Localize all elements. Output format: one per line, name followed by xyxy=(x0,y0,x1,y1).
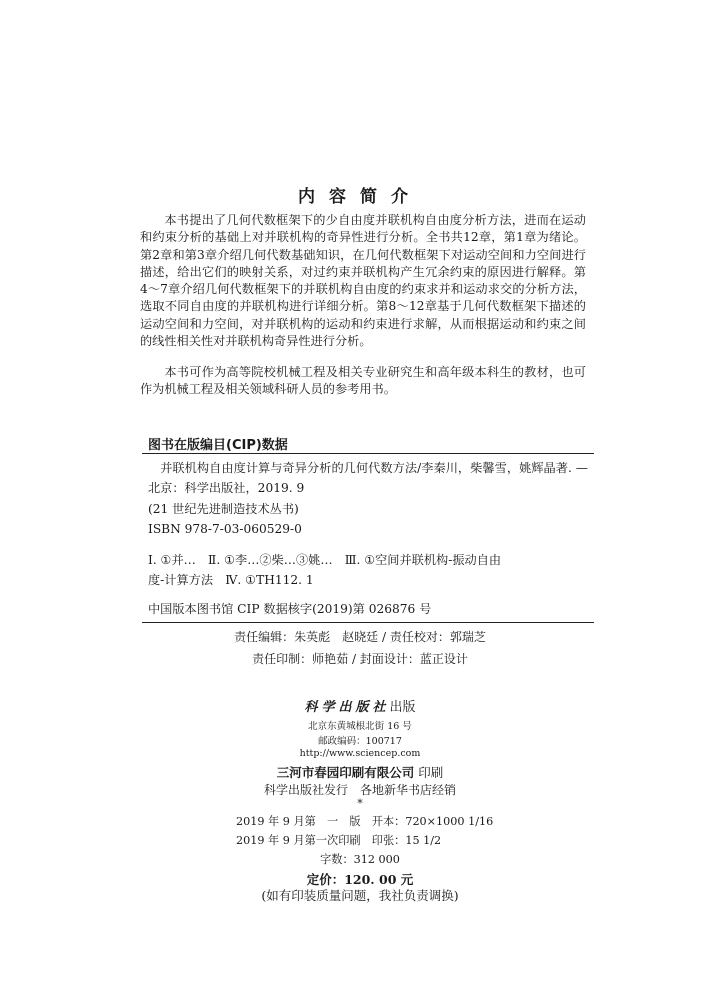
staff-line-2: 责任印制：师艳茹 / 封面设计：蓝正设计 xyxy=(252,652,468,666)
word-count: 字数：312 000 xyxy=(320,853,400,866)
price: 定价：120. 00 元 xyxy=(306,872,414,887)
publisher-address: 北京东黄城根北街 16 号 xyxy=(308,721,412,732)
notice: (如有印装质量问题，我社负责调换) xyxy=(261,888,459,903)
publisher-name: 科学出版社 xyxy=(304,700,390,715)
separator-star: * xyxy=(357,797,363,810)
printer-suffix: 印刷 xyxy=(414,765,444,780)
publisher xyxy=(0,696,720,715)
cip-isbn: ISBN 978-7-03-060529-0 xyxy=(148,522,302,536)
summary-title: 内容简介 xyxy=(298,187,422,207)
cip-bottom-rule xyxy=(142,622,594,623)
summary-paragraph-2: 本书可作为高等院校机械工程及相关专业研究生和高年级本科生的教材，也可作为机械工程及相关领域科研人员的参考用书。 xyxy=(140,365,586,397)
cip-classification-2: 度-计算方法 Ⅳ. ①TH112. 1 xyxy=(148,573,314,587)
edition-info: 2019 年 9 月第 一 版 开本：720×1000 1/16 xyxy=(236,815,494,828)
cip-heading: 图书在版编目(CIP)数据 xyxy=(148,438,288,453)
cip-classification-1: Ⅰ. ①并… Ⅱ. ①李…②柴…③姚… Ⅲ. ①空间并联机构-振动自由 xyxy=(148,553,502,567)
cip-series: (21 世纪先进制造技术丛书) xyxy=(148,502,299,516)
cip-description: 并联机构自由度计算与奇异分析的几何代数方法/李秦川，柴馨雪，姚辉晶著. —北京：科学出版社，2019. 9 xyxy=(148,461,588,495)
staff-line-1: 责任编辑：朱英彪 赵晓廷 / 责任校对：郭瑞芝 xyxy=(234,630,486,644)
publisher-postcode: 邮政编码：100717 xyxy=(318,736,402,747)
printing-info: 2019 年 9 月第一次印刷 印张：15 1/2 xyxy=(236,834,442,847)
printer-name: 三河市春园印刷有限公司 xyxy=(276,765,415,780)
printer xyxy=(0,763,720,781)
publisher-website[interactable]: http://www.sciencep.com xyxy=(299,748,421,759)
cip-top-rule xyxy=(142,453,594,454)
publisher-suffix: 出版 xyxy=(389,700,416,715)
distribution: 科学出版社发行 各地新华书店经销 xyxy=(263,783,456,797)
cip-verification: 中国版本图书馆 CIP 数据核字(2019)第 026876 号 xyxy=(148,602,432,616)
summary-paragraph-1: 本书提出了几何代数框架下的少自由度并联机构自由度分析方法，进而在运动和约束分析的基础上对并联机构的奇异性进行分析。全书共12章，第1章为绪论。第2章和第3章介绍几何代数基础知识，在几何代数框架下对运动空间和力空间进行描述，给出它们的映射关系，对过约束并联机构产生冗余约束的原因进行解释。第4～7章介绍几何代数框架下的并联机构自由度的约束求并和运动求交的分析方法，选取不同自由度的并联机构进行详细分析。第8～12章基于几何代数框架下描述的运动空间和力空间，对并联机构的运动和约束进行求解，从而根据运动和约束之间的线性相关性对并联机构奇异性进行分析。 xyxy=(140,213,586,349)
